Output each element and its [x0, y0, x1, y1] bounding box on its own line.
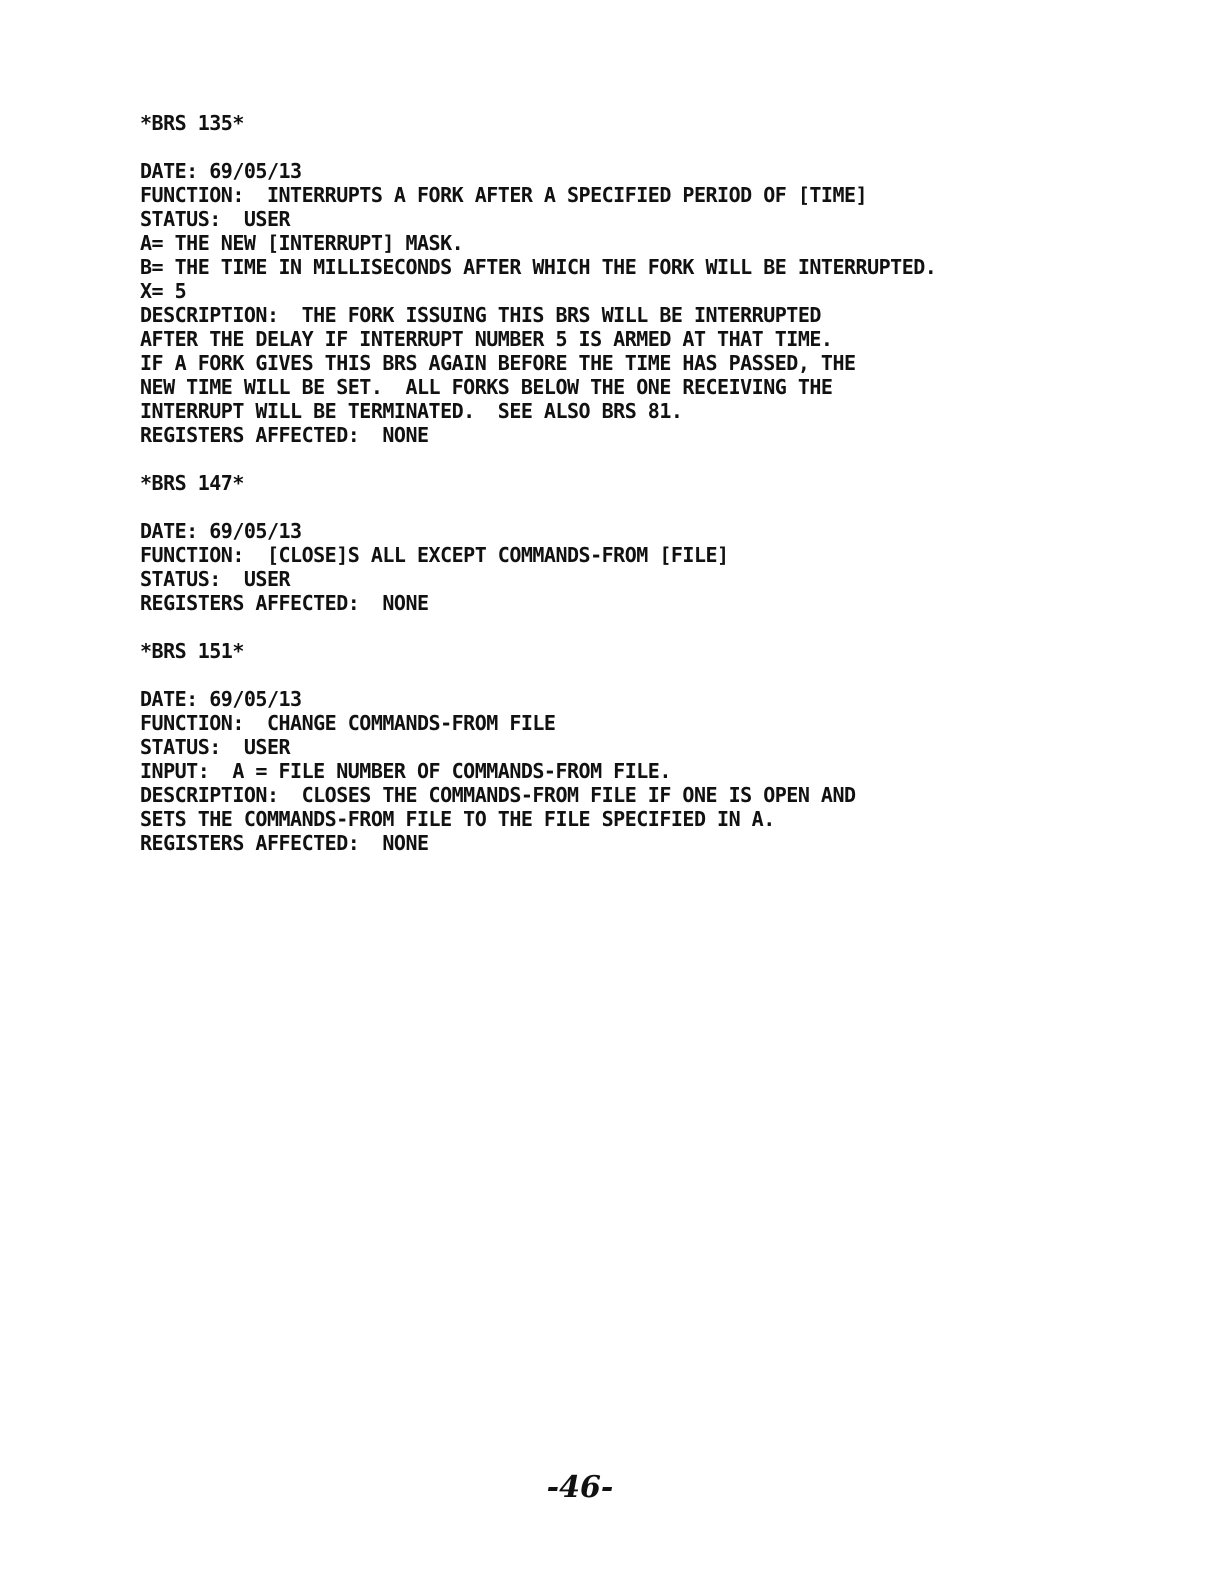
- document-body: [140, 111, 1200, 855]
- entry-description-line: NEW TIME WILL BE SET. ALL FORKS BELOW THE ONE RECEIVING THE: [140, 375, 833, 399]
- entry-header: *BRS 151*: [140, 639, 244, 663]
- brs-entry: [140, 639, 1200, 855]
- entry-registers-affected: REGISTERS AFFECTED: NONE: [140, 423, 429, 447]
- entry-date: DATE: 69/05/13: [140, 519, 302, 543]
- entry-status: STATUS: USER: [140, 735, 291, 759]
- spacer: [140, 615, 1200, 639]
- spacer: [140, 663, 1200, 687]
- entry-function: FUNCTION: INTERRUPTS A FORK AFTER A SPECIFIED PERIOD OF [TIME]: [140, 183, 868, 207]
- entry-input: INPUT: A = FILE NUMBER OF COMMANDS-FROM FILE.: [140, 759, 671, 783]
- entry-description: DESCRIPTION: CLOSES THE COMMANDS-FROM FILE IF ONE IS OPEN AND: [140, 783, 856, 807]
- spacer: [140, 495, 1200, 519]
- spacer: [140, 447, 1200, 471]
- entry-description-line: AFTER THE DELAY IF INTERRUPT NUMBER 5 IS ARMED AT THAT TIME.: [140, 327, 833, 351]
- entry-description-line: IF A FORK GIVES THIS BRS AGAIN BEFORE THE TIME HAS PASSED, THE: [140, 351, 856, 375]
- brs-entry: [140, 471, 1200, 615]
- entry-header: *BRS 147*: [140, 471, 244, 495]
- entry-date: DATE: 69/05/13: [140, 687, 302, 711]
- entry-status: STATUS: USER: [140, 207, 291, 231]
- entry-description: DESCRIPTION: THE FORK ISSUING THIS BRS WILL BE INTERRUPTED: [140, 303, 821, 327]
- entry-register-a: A= THE NEW [INTERRUPT] MASK.: [140, 231, 464, 255]
- entry-header: *BRS 135*: [140, 111, 244, 135]
- entry-function: FUNCTION: [CLOSE]S ALL EXCEPT COMMANDS-FROM [FILE]: [140, 543, 729, 567]
- entry-description-line: INTERRUPT WILL BE TERMINATED. SEE ALSO BRS 81.: [140, 399, 683, 423]
- entry-function: FUNCTION: CHANGE COMMANDS-FROM FILE: [140, 711, 556, 735]
- entry-date: DATE: 69/05/13: [140, 159, 302, 183]
- entry-register-b: B= THE TIME IN MILLISECONDS AFTER WHICH THE FORK WILL BE INTERRUPTED.: [140, 255, 937, 279]
- brs-entry: [140, 111, 1200, 447]
- page-number: -46-: [546, 1470, 614, 1505]
- entry-register-x: X= 5: [140, 279, 187, 303]
- entry-registers-affected: REGISTERS AFFECTED: NONE: [140, 591, 429, 615]
- entry-registers-affected: REGISTERS AFFECTED: NONE: [140, 831, 429, 855]
- spacer: [140, 135, 1200, 159]
- entry-description-line: SETS THE COMMANDS-FROM FILE TO THE FILE SPECIFIED IN A.: [140, 807, 775, 831]
- entry-status: STATUS: USER: [140, 567, 291, 591]
